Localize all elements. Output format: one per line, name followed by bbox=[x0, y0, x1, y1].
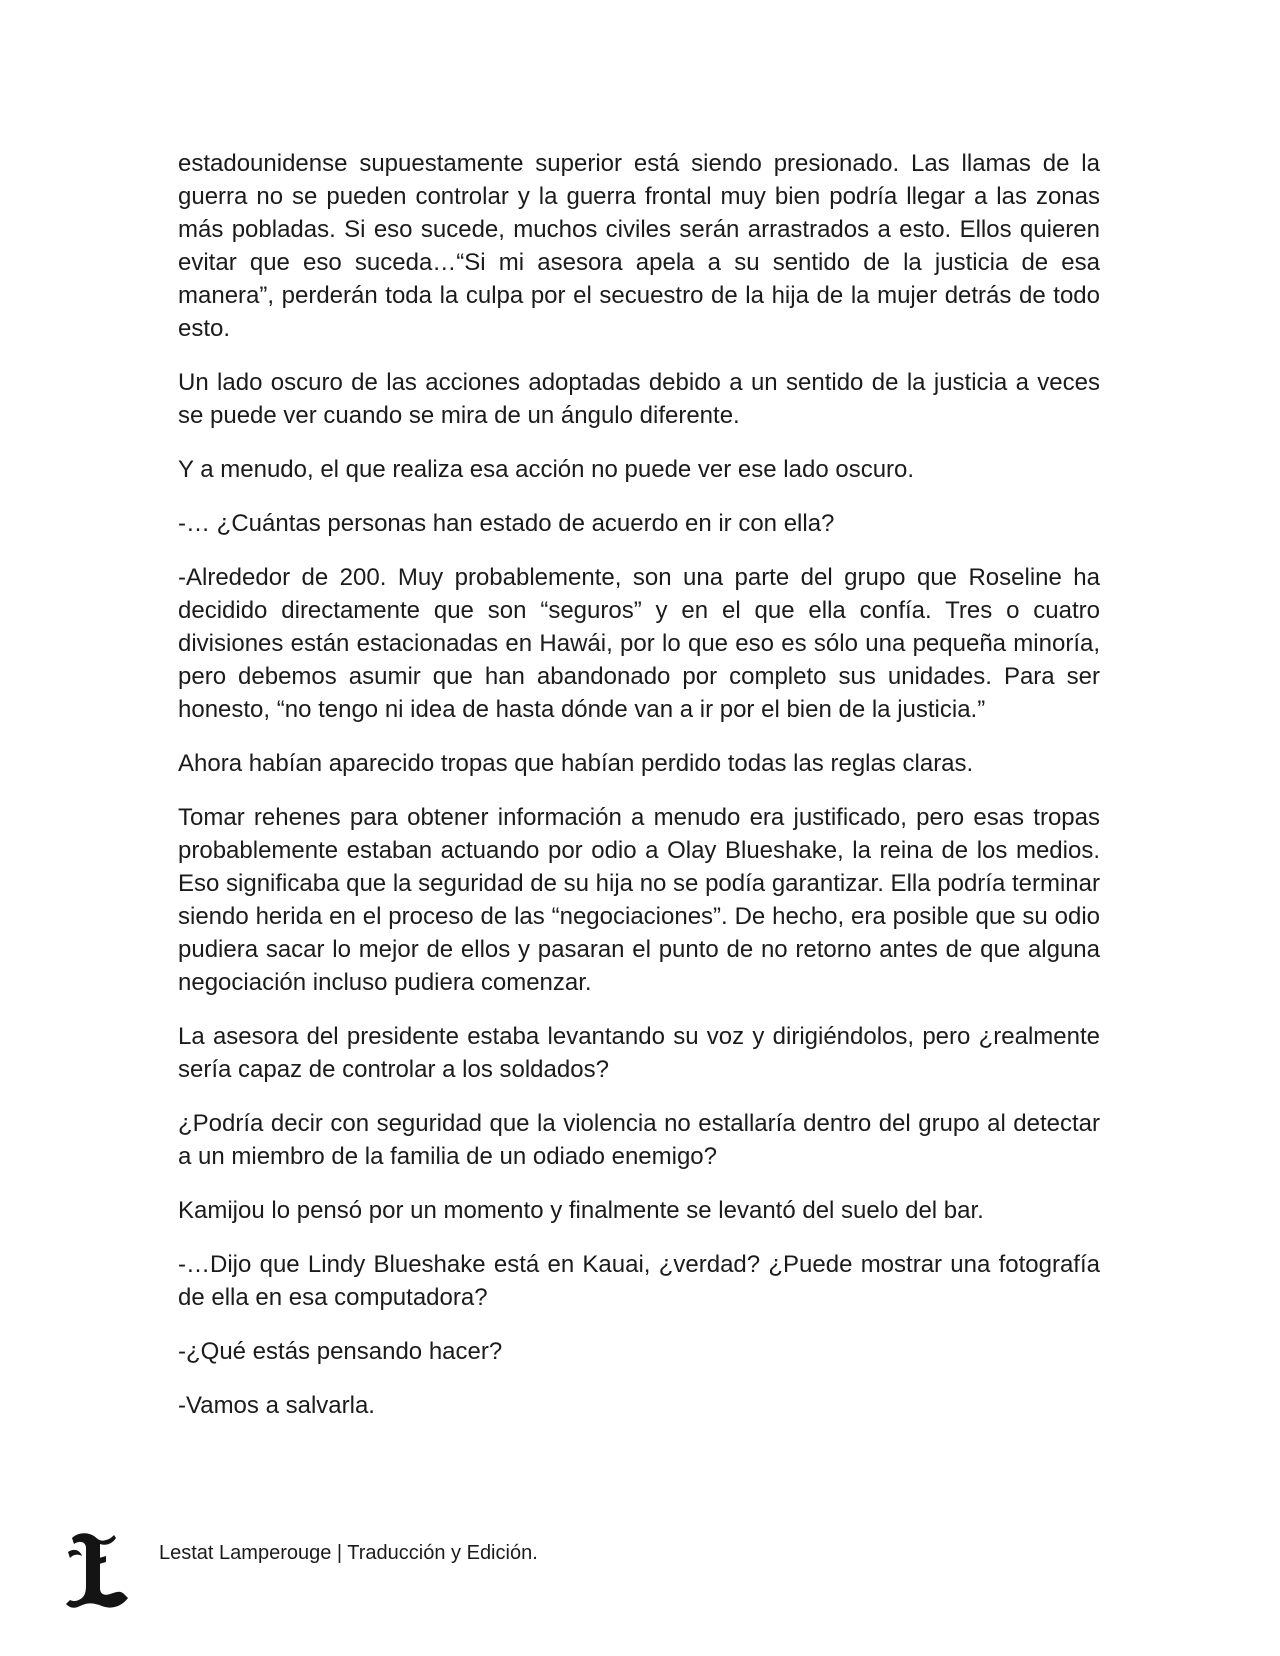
footer-credit: Lestat Lamperouge | Traducción y Edición. bbox=[159, 1542, 538, 1564]
paragraph-8: La asesora del presidente estaba levantando su voz y dirigiéndolos, pero ¿realmente sería capaz de controlar a los soldados? bbox=[178, 1023, 1100, 1083]
paragraph-7: Tomar rehenes para obtener información a menudo era justificado, pero esas tropas probablemente estaban actuando por odio a Olay Blueshake, la reina de los medios. Eso significaba que la seguridad de su hija no se podía garantizar. Ella podría terminar siendo herida en el proceso de las “negociaciones”. De hecho, era posible que su odio pudiera sacar lo mejor de ellos y pasaran el punto de no retorno antes de que alguna negociación incluso pudiera comenzar. bbox=[178, 804, 1100, 996]
paragraph-12: -¿Qué estás pensando hacer? bbox=[178, 1338, 503, 1365]
paragraph-11: -…Dijo que Lindy Blueshake está en Kauai, ¿verdad? ¿Puede mostrar una fotografía de ella en esa computadora? bbox=[178, 1251, 1100, 1311]
paragraph-4: -… ¿Cuántas personas han estado de acuerdo en ir con ella? bbox=[178, 510, 835, 537]
paragraph-10: Kamijou lo pensó por un momento y finalmente se levantó del suelo del bar. bbox=[178, 1197, 984, 1224]
paragraph-13: -Vamos a salvarla. bbox=[178, 1392, 375, 1419]
paragraph-3: Y a menudo, el que realiza esa acción no puede ver ese lado oscuro. bbox=[178, 456, 915, 483]
paragraph-5: -Alrededor de 200. Muy probablemente, son una parte del grupo que Roseline ha decidido directamente que son “seguros” y en el que ella confía. Tres o cuatro divisiones están estacionadas en Hawái, por lo que eso es sólo una pequeña minoría, pero debemos asumir que han abandonado por completo sus unidades. Para ser honesto, “no tengo ni idea de hasta dónde van a ir por el bien de la justicia.” bbox=[178, 564, 1100, 723]
gothic-letter-L-logo-icon bbox=[62, 1530, 132, 1612]
paragraph-9: ¿Podría decir con seguridad que la violencia no estallaría dentro del grupo al detectar a un miembro de la familia de un odiado enemigo? bbox=[178, 1110, 1100, 1170]
page-footer bbox=[62, 1530, 762, 1620]
document-body bbox=[178, 147, 1100, 1443]
paragraph-6: Ahora habían aparecido tropas que habían perdido todas las reglas claras. bbox=[178, 750, 974, 777]
paragraph-2: Un lado oscuro de las acciones adoptadas debido a un sentido de la justicia a veces se puede ver cuando se mira de un ángulo diferente. bbox=[178, 369, 1100, 429]
paragraph-1: estadounidense supuestamente superior está siendo presionado. Las llamas de la guerra no se pueden controlar y la guerra frontal muy bien podría llegar a las zonas más pobladas. Si eso sucede, muchos civiles serán arrastrados a esto. Ellos quieren evitar que eso suceda…“Si mi asesora apela a su sentido de la justicia de esa manera”, perderán toda la culpa por el secuestro de la hija de la mujer detrás de todo esto. bbox=[178, 150, 1100, 342]
